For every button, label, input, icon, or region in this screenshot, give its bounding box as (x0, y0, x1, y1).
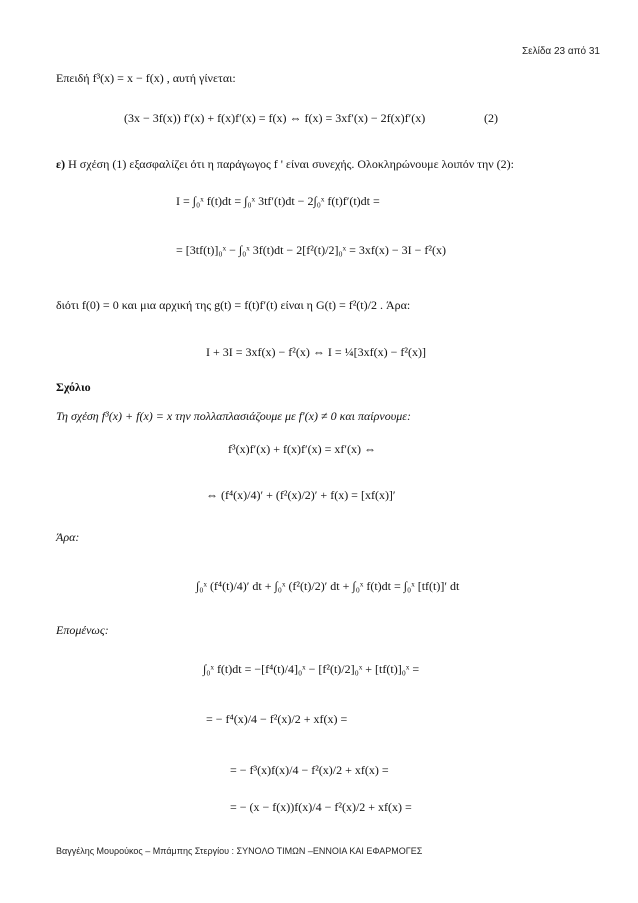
comment-eq-d2: = − f⁴(x)/4 − f²(x)/2 + xf(x) = (206, 712, 348, 726)
comment-eq-d3: = − f³(x)f(x)/4 − f²(x)/2 + xf(x) = (230, 763, 389, 777)
comment-ara: Άρα: (56, 530, 80, 544)
comment-eq-d1: ∫₀ˣ f(t)dt = −[f⁴(t)/4]₀ˣ − [f²(t)/2]₀ˣ + [tf(t)]₀ˣ = (203, 662, 420, 676)
comment-eq-d4: = − (x − f(x))f(x)/4 − f²(x)/2 + xf(x) = (230, 800, 412, 814)
page-number: Σελίδα 23 από 31 (521, 46, 600, 57)
comment-epomenos: Επομένως: (56, 623, 109, 637)
integral-line-1: I = ∫₀ˣ f(t)dt = ∫₀ˣ 3tf′(t)dt − 2∫₀ˣ f(t)f′(t)dt = (176, 194, 380, 208)
integral-line-2: = [3tf(t)]₀ˣ − ∫₀ˣ 3f(t)dt − 2[f²(t)/2]₀ˣ = 3xf(x) − 3I − f²(x) (176, 243, 446, 257)
comment-title: Σχόλιο (56, 380, 91, 394)
comment-eq-c: ∫₀ˣ (f⁴(t)/4)′ dt + ∫₀ˣ (f²(t)/2)′ dt + ∫₀ˣ f(t)dt = ∫₀ˣ [tf(t)]′ dt (196, 579, 460, 593)
part-e-text: Η σχέση (1) εξασφαλίζει ότι η παράγωγος f ' είναι συνεχής. Ολοκληρώνουμε λοιπόν την (2): (68, 157, 514, 171)
because-text: διότι f(0) = 0 και μια αρχική της g(t) = f(t)f′(t) είναι η G(t) = f²(t)/2 . Άρα: (56, 298, 411, 312)
equation-2-tag: (2) (484, 111, 498, 125)
footer-text: Βαγγέλης Μουρούκος – Μπάμπης Στεργίου : ΣΥΝΟΛΟ ΤΙΜΩΝ –ΕΝΝΟΙΑ ΚΑΙ ΕΦΑΡΜΟΓΕΣ (56, 846, 423, 856)
equation-2: (3x − 3f(x)) f′(x) + f(x)f′(x) = f(x) ⇔ f(x) = 3xf′(x) − 2f(x)f′(x) (124, 111, 426, 125)
comment-text: Τη σχέση f³(x) + f(x) = x την πολλαπλασιάζουμε με f′(x) ≠ 0 και παίρνουμε: (56, 409, 411, 423)
comment-eq-a: f³(x)f′(x) + f(x)f′(x) = xf′(x) ⇔ (228, 442, 376, 456)
intro-text: Επειδή f³(x) = x − f(x) , αυτή γίνεται: (56, 71, 236, 85)
part-e-marker: ε) (56, 157, 66, 171)
part-e-paragraph (56, 157, 514, 171)
result-equation: I + 3I = 3xf(x) − f²(x) ⇔ I = ¼[3xf(x) − f²(x)] (206, 345, 426, 359)
comment-eq-b: ⇔ (f⁴(x)/4)′ + (f²(x)/2)′ + f(x) = [xf(x)]′ (206, 488, 396, 502)
